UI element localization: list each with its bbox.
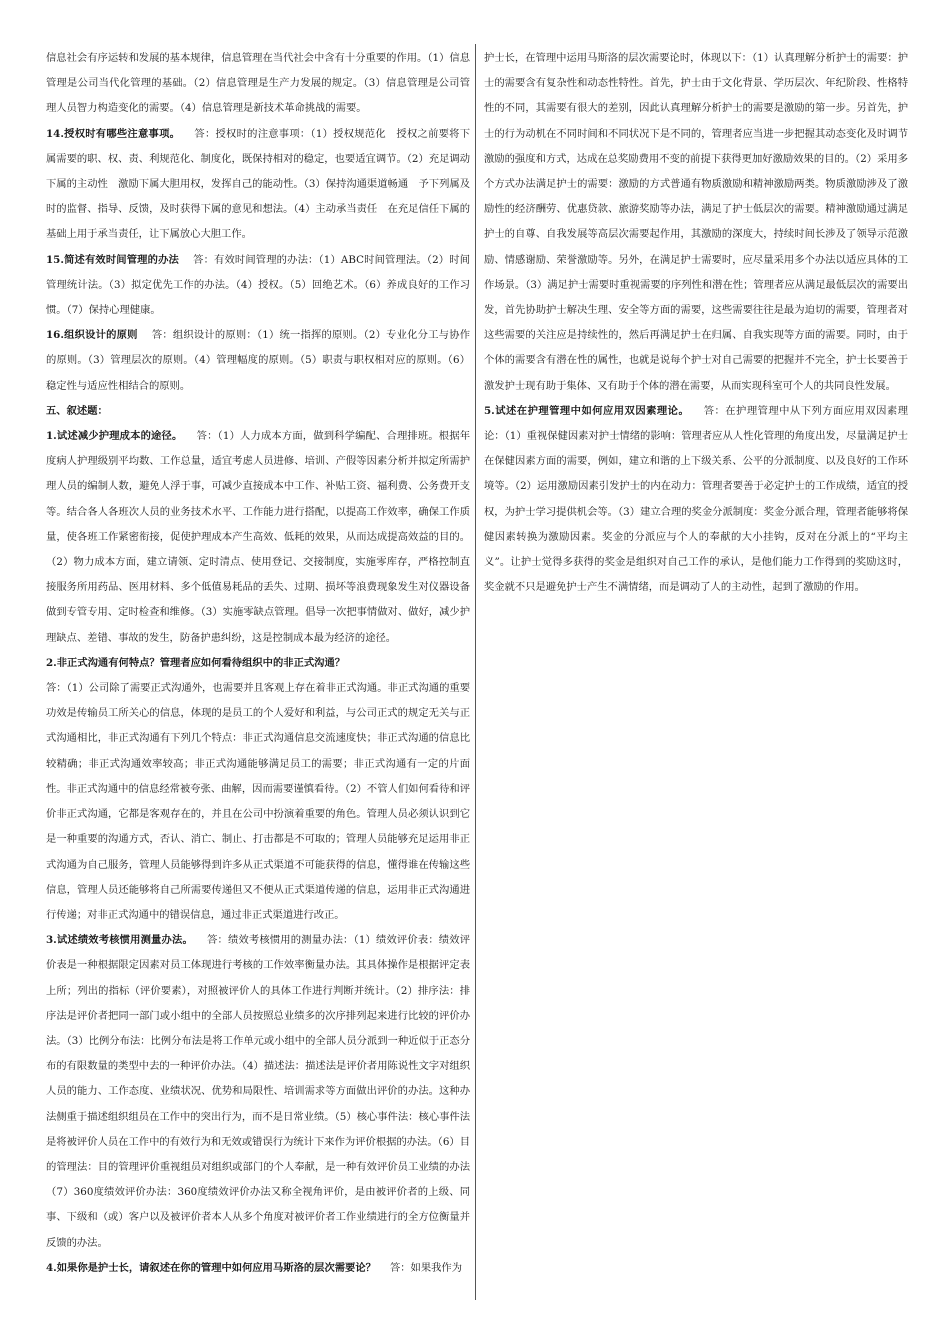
paragraph-continued: 护士长，在管理中运用马斯洛的层次需要论时，体现以下：（1）认真理解分析护士的需要：护士的需要含有复杂性和动态性特性。首先，护士由于文化背景、学历层次、年纪阶段、性格特性的不同，其需要有很大的差别，因此认真理解分析护士的需要是激励的第一步。另首先，护士的行为动机在不同时间和不同状况下是不同的，管理者应当进一步把握其动态变化及时调节激励的强度和方式，达成在总奖励费用不变的前提下获得更加好激励效果的目的。（2）采用多个方式办法满足护士的需要：激励的方式普通有物质激励和精神激励两类。物质激励涉及了激励性的经济酬劳、优惠贷款、旅游奖励等办法，满足了护士低层次的需要。精神激励通过满足护士的自尊、自我发展等高层次需要起作用，其激励的深度大，持续时间长涉及了领导示范激励、情感谢励、荣誉激励等。另外，在满足护士需要时，应尽量采用多个办法以适应具体的工作场景。（3）满足护士需要时重视需要的序列性和潜在性；管理者应从满足最低层次的需要出发，首先协助护士解决生理、安全等方面的需要，这些需要往往是最为迫切的需要，管理者对这些需要的关注应是持续性的，然后再满足护士在归属、自我实现等方面的需要。同时，由于个体的需要含有潜在性的属性，也就是说每个护士对自己需要的把握并不完全，护士长要善于激发护士现有助于集体、又有助于个体的潜在需要，从而实现科室可个人的共同良性发展。 xyxy=(484,52,908,392)
section-heading: 五、叙述题： xyxy=(46,404,108,417)
answer-text: 答：如果我作为 xyxy=(389,1261,463,1274)
essay-question-1 xyxy=(46,424,470,651)
answer-text: 答：授权时的注意事项：（1）授权规范化 授权之前要将下属需要的职、权、责、利规范化、制度化，既保持相对的稳定，也要适宜调节。（2）充足调动下属的主动性 激励下属大胆用权，发挥自己的能动性。（3）保持沟通渠道畅通 予下列属及时的监督、指导、反馈，及时获得下属的意见和想法。（4）主动承当责任 在充足信任下属的基础上用于承当责任，让下属放心大胆工作。 xyxy=(46,127,470,241)
question-title: 4.如果你是护士长，请叙述在你的管理中如何应用马斯洛的层次需要论？ xyxy=(46,1261,376,1274)
question-title: 15.简述有效时间管理的办法 xyxy=(46,253,179,266)
answer-text: 答：（1）人力成本方面，做到科学编配、合理排班。根据年度病人护理级别平均数、工作总量，适宜考虑人员进修、培训、产假等因素分析并拟定所需护理人员的编制人数，避免人浮于事，可减少直接成本中工作、补贴工资、福利费、公务费开支等。结合各人各班次人员的业务技术水平、工作能力进行搭配，以提高工作效率，确保工作质量，使各班工作紧密衔接，促使护理成本产生高效、低耗的效果，从而达成提高效益的目的。（2）物力成本方面，建立请领、定时清点、使用登记、交接制度，实施零库存，严格控制直接服务所用药品、医用材料、多个低值易耗品的丢失、过期、损坏等浪费现象发生对仪器设备做到专管专用、定时检查和维修。（3）实施零缺点管理。倡导一次把事情做对、做好，减少护理缺点、差错、事故的发生，防备护患纠纷，这是控制成本最为经济的途径。 xyxy=(46,430,471,644)
column-divider xyxy=(475,44,476,1300)
question-14 xyxy=(46,122,470,248)
question-title: 14.授权时有哪些注意事项。 xyxy=(46,127,181,140)
essay-question-3 xyxy=(46,928,470,1256)
question-title: 3.试述绩效考核惯用测量办法。 xyxy=(46,934,193,947)
answer-text: 答：组织设计的原则：（1）统一指挥的原则。（2）专业化分工与协作的原则。（3）管理层次的原则。（4）管理幅度的原则。（5）职责与职权相对应的原则。（6）稳定性与适应性相结合的原则。 xyxy=(46,329,470,392)
answer-text: 答：（1）公司除了需要正式沟通外，也需要并且客观上存在着非正式沟通。非正式沟通的重要功效是传输员工所关心的信息，体现的是员工的个人爱好和利益，与公司正式的规定无关与正式沟通相比，非正式沟通有下列几个特点：非正式沟通信息交流速度快；非正式沟通的信息比较精确；非正式沟通效率较高；非正式沟通能够满足员工的需要；非正式沟通有一定的片面性。非正式沟通中的信息经常被夸张、曲解，因而需要谨慎看待。（2）不管人们如何看待和评价非正式沟通，它都是客观存在的，并且在公司中扮演着重要的角色。管理人员必须认识到它是一种重要的沟通方式，否认、消亡、制止、打击都是不可取的；管理人员能够充足运用非正式沟通为自己服务，管理人员能够得到许多从正式渠道不可能获得的信息，懂得谁在传输这些信息，管理人员还能够将自己所需要传递但又不便从正式渠道传递的信息，运用非正式沟通进行传递；对非正式沟通中的错误信息，通过非正式渠道进行改正。 xyxy=(46,682,470,921)
question-title: 2.非正式沟通有何特点？管理者应如何看待组织中的非正式沟通？ xyxy=(46,656,346,669)
question-title: 5.试述在护理管理中如何应用双因素理论。 xyxy=(484,404,690,417)
question-16 xyxy=(46,323,470,399)
paragraph-continued: 信息社会有序运转和发展的基本规律，信息管理在当代社会中含有十分重要的作用。（1）信息管理是公司当代化管理的基础。（2）信息管理是生产力发展的规定。（3）信息管理是公司管理人员智力构造变化的需要。（4）信息管理是新技术革命挑战的需要。 xyxy=(46,52,470,115)
left-column xyxy=(46,46,470,1281)
question-title: 16.组织设计的原则 xyxy=(46,329,138,342)
essay-question-4 xyxy=(46,1256,470,1281)
right-column xyxy=(484,46,908,600)
answer-text: 答：在护理管理中从下列方面应用双因素理论：（1）重视保健因素对护士情绪的影响：管理者应从人性化管理的角度出发，尽量满足护士在保健因素方面的需要，例如，建立和谐的上下级关系、公平的分派制度、以及良好的工作环境等。（2）运用激励因素引发护士的内在动力：管理者要善于必定护士的工作成绩，适宜的授权，为护士学习提供机会等。（3）建立合理的奖金分派制度：奖金分派合理，管理者能够将保健因素转换为激励因素。奖金的分派应与个人的奉献的大小挂钩，反对在分派上的“平均主义”。让护士觉得多获得的奖金是组织对自己工作的承认，是他们能力工作得到的奖励这时，奖金就不只是避免护士产生不满情绪，而是调动了人的主动性，起到了激励的作用。 xyxy=(484,404,909,594)
answer-text: 答：绩效考核惯用的测量办法：（1）绩效评价表：绩效评价表是一种根据限定因素对员工体现进行考核的工作效率衡量办法。其具体操作是根据评定表上所；列出的指标（评价要素），对照被评价人的具体工作进行判断并统计。（2）排序法：排序法是评价者把同一部门或小组中的全部人员按照总业绩多的次序排列起来进行比较的评价办法。（3）比例分布法：比例分布法是将工作单元或小组中的全部人员分派到一种近似于正态分布的有限数量的类型中去的一种评价办法。（4）描述法：描述法是评价者用陈说性文字对组织人员的能力、工作态度、业绩状况、优势和局限性、培训需求等方面做出评价的办法。这种办法侧重于描述组织组员在工作中的突出行为，而不是日常业绩。（5）核心事件法：核心事件法是将被评价人员在工作中的有效行为和无效或错误行为统计下来作为评价根据的办法。（6）目的管理法：目的管理评价重视组员对组织或部门的个人奉献，是一种有效评价员工业绩的办法（7）360度绩效评价办法：360度绩效评价办法又称全视角评价，是由被评价者的上级、同事、下级和（或）客户以及被评价者本人从多个角度对被评价者工作业绩进行的全方位衡量并反馈的办法。 xyxy=(46,934,470,1249)
question-title: 1.试述减少护理成本的途径。 xyxy=(46,430,183,443)
answer-text: 答：有效时间管理的办法：（1）ABC时间管理法。（2）时间管理统计法。（3）拟定优先工作的办法。（4）授权。（5）回绝艺术。（6）养成良好的工作习惯。（7）保持心理健康。 xyxy=(46,253,470,317)
essay-question-5 xyxy=(484,399,908,601)
question-15 xyxy=(46,248,470,324)
